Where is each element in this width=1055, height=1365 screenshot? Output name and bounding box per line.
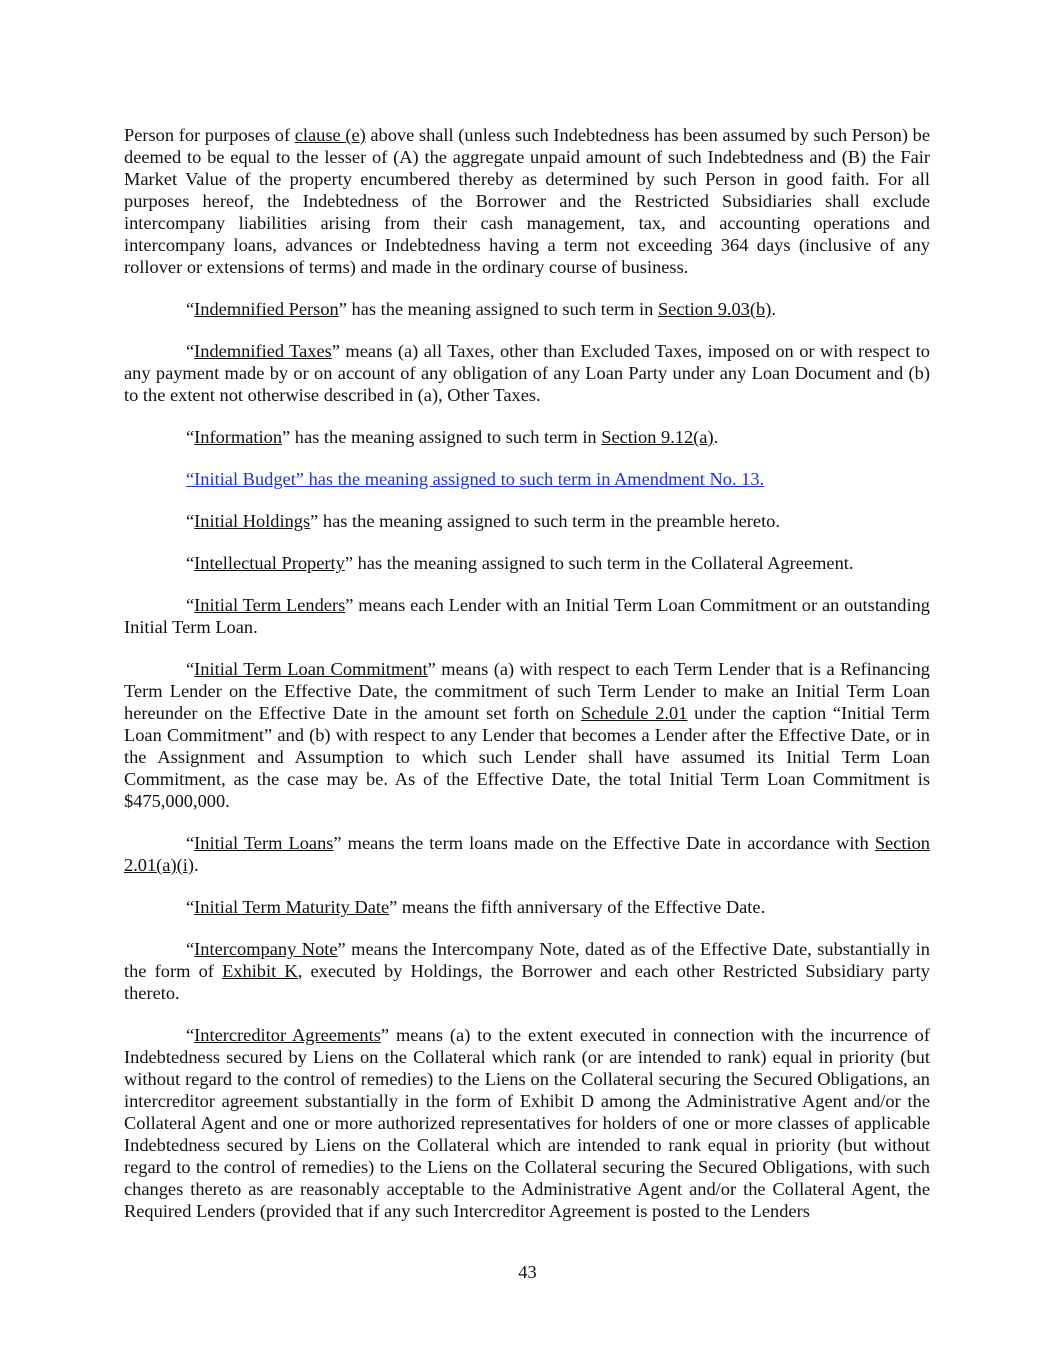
definition-information: “Information” has the meaning assigned to such term in Section 9.12(a). (186, 427, 719, 447)
inserted-text: “Initial Budget” has the meaning assigned to such term in Amendment No. 13. (186, 469, 765, 489)
cross-reference: Section 9.12(a) (601, 427, 714, 447)
definition-initial-term-loans: “Initial Term Loans” means the term loans made on the Effective Date in accordance with Section 2.01(a)(i). (124, 833, 930, 875)
defined-term: Indemnified Person (194, 299, 339, 319)
page-number: 43 (518, 1262, 537, 1282)
definition-intellectual-property: “Intellectual Property” has the meaning assigned to such term in the Collateral Agreement. (186, 553, 854, 573)
defined-term: Initial Term Loans (194, 833, 334, 853)
definition-initial-term-maturity-date: “Initial Term Maturity Date” means the fifth anniversary of the Effective Date. (186, 897, 766, 917)
defined-term: Intercreditor Agreements (194, 1025, 381, 1045)
defined-term: Information (194, 427, 283, 447)
cross-reference: Section 2.01(a)(i) (124, 833, 930, 875)
definition-initial-budget-inserted (124, 468, 930, 490)
defined-term: Indemnified Taxes (194, 341, 332, 361)
defined-term: Initial Term Loan Commitment (194, 659, 428, 679)
definition-intercompany-note: “Intercompany Note” means the Intercompany Note, dated as of the Effective Date, substantially in the form of Exhibit K, executed by Holdings, the Borrower and each other Restricted Subsidiary party thereto. (124, 939, 930, 1003)
definition-intercreditor-agreements: “Intercreditor Agreements” means (a) to the extent executed in connection with the incurrence of Indebtedness secured by Liens on the Collateral which rank (or are intended to rank) equal in priority (but without regard to the control of remedies) to the Liens on the Collateral securing the Secured Obligations, an intercreditor agreement substantially in the form of Exhibit D among the Administrative Agent and/or the Collateral Agent and one or more authorized representatives for holders of one or more classes of applicable Indebtedness secured by Liens on the Collateral which are intended to rank equal in priority (but without regard to the control of remedies) to the Liens on the Collateral securing the Secured Obligations, with such changes thereto as are reasonably acceptable to the Administrative Agent and/or the Collateral Agent, the Required Lenders (provided that if any such Intercreditor Agreement is posted to the Lenders (124, 1025, 930, 1221)
cross-reference: Section 9.03(b) (657, 299, 772, 319)
cross-reference: Exhibit K (222, 961, 298, 981)
cross-reference: clause (e) (294, 125, 366, 145)
definition-indemnified-taxes: “Indemnified Taxes” means (a) all Taxes, other than Excluded Taxes, imposed on or with respect to any payment made by or on account of any obligation of any Loan Party under any Loan Document and (b) to the extent not otherwise described in (a), Other Taxes. (124, 341, 930, 405)
definition-indemnified-person: “Indemnified Person” has the meaning assigned to such term in Section 9.03(b). (186, 299, 776, 319)
defined-term: Initial Holdings (194, 511, 311, 531)
document-body (124, 124, 930, 1242)
definition-initial-term-loan-commitment: “Initial Term Loan Commitment” means (a) with respect to each Term Lender that is a Refinancing Term Lender on the Effective Date, the commitment of such Term Lender to make an Initial Term Loan hereunder on the Effective Date in the amount set forth on Schedule 2.01 under the caption “Initial Term Loan Commitment” and (b) with respect to any Lender that becomes a Lender after the Effective Date, or in the Assignment and Assumption to which such Lender shall have assumed its Initial Term Loan Commitment, as the case may be. As of the Effective Date, the total Initial Term Loan Commitment is $475,000,000. (124, 659, 930, 811)
defined-term: Intellectual Property (194, 553, 345, 573)
paragraph-continuation: Person for purposes of clause (e) above shall (unless such Indebtedness has been assumed by such Person) be deemed to be equal to the lesser of (A) the aggregate unpaid amount of such Indebtedness and (B) the Fair Market Value of the property encumbered thereby as determined by such Person in good faith. For all purposes hereof, the Indebtedness of the Borrower and the Restricted Subsidiaries shall exclude intercompany liabilities arising from their cash management, tax, and accounting operations and intercompany loans, advances or Indebtedness having a term not exceeding 364 days (inclusive of any rollover or extensions of terms) and made in the ordinary course of business. (124, 125, 930, 277)
defined-term: Initial Term Maturity Date (194, 897, 390, 917)
definition-initial-term-lenders: “Initial Term Lenders” means each Lender with an Initial Term Loan Commitment or an outstanding Initial Term Loan. (124, 595, 930, 637)
defined-term: Initial Term Lenders (194, 595, 346, 615)
defined-term: Intercompany Note (194, 939, 338, 959)
cross-reference: Schedule 2.01 (581, 703, 688, 723)
definition-initial-holdings: “Initial Holdings” has the meaning assigned to such term in the preamble hereto. (186, 511, 780, 531)
